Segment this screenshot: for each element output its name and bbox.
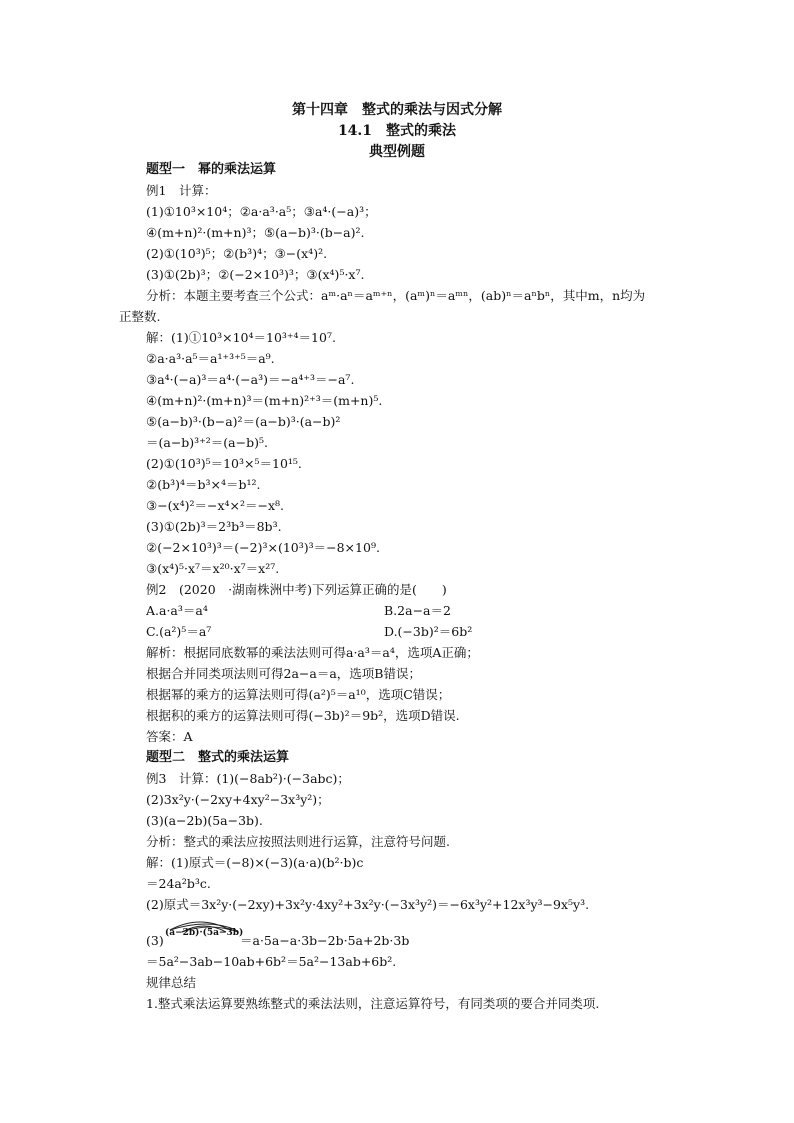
solution-line: 解：(1)①10³×10⁴＝10³⁺⁴＝10⁷. xyxy=(146,330,336,345)
final-result: ＝5a²−3ab−10ab+6b²＝5a²−13ab+6b². xyxy=(146,954,397,969)
analysis-line-2: 正整数. xyxy=(119,309,161,324)
example-1-label: 例1 计算： xyxy=(146,183,217,198)
explanation-line: 根据合并同类项法则可得2a−a＝a，选项B错误； xyxy=(146,666,421,681)
option-c: C.(a²)⁵＝a⁷ xyxy=(146,624,212,639)
solution-3-line: (2)原式＝3x²y·(−2xy)+3x²y·4xy²+3x²y·(−3x³y²)＝−6x³y²+12x³y³−9x⁵y³. xyxy=(146,897,590,912)
section-title: 14.1 整式的乘法 xyxy=(337,123,457,139)
option-d: D.(−3b)²＝6b² xyxy=(384,624,473,639)
option-b: B.2a−a＝2 xyxy=(384,603,451,618)
example-3-question: 例3 计算：(1)(−8ab²)·(−3abc)； xyxy=(146,771,350,786)
solution-line: (2)①(10³)⁵＝10³×⁵＝10¹⁵. xyxy=(146,456,302,471)
heading-type-2: 题型二 整式的乘法运算 xyxy=(146,750,290,765)
example-3-part-3: (3)(a−2b)(5a−3b). xyxy=(146,813,263,828)
example-2-question: 例2 (2020 ·湖南株洲中考)下列运算正确的是( ) xyxy=(146,582,447,597)
example-1-part-1a: (1)①10³×10⁴；②a·a³·a⁵；③a⁴·(−a)³； xyxy=(146,204,377,219)
example-3-part-2: (2)3x²y·(−2xy+4xy²−3x³y²)； xyxy=(146,792,330,807)
solution-3-line: 解：(1)原式＝(−8)×(−3)(a·a)(b²·b)c xyxy=(146,855,364,870)
solution-line: ＝(a−b)³⁺²＝(a−b)⁵. xyxy=(146,435,268,450)
example-1-part-1b: ④(m+n)²·(m+n)³；⑤(a−b)³·(b−a)². xyxy=(146,225,365,240)
solution-line: ③a⁴·(−a)³＝a⁴·(−a³)＝−a⁴⁺³＝−a⁷. xyxy=(146,372,355,387)
option-a: A.a·a³＝a⁴ xyxy=(146,603,208,618)
chapter-title: 第十四章 整式的乘法与因式分解 xyxy=(292,102,502,118)
solution-line: ④(m+n)²·(m+n)³＝(m+n)²⁺³＝(m+n)⁵. xyxy=(146,393,383,408)
factor-expression: (a−2b)·(5a−3b) xyxy=(165,928,244,938)
solution-line: ②(−2×10³)³＝(−2)³×(10³)³＝−8×10⁹. xyxy=(146,540,380,555)
solution-line: ③−(x⁴)²＝−x⁴×²＝−x⁸. xyxy=(146,498,285,513)
subtitle: 典型例题 xyxy=(369,144,425,160)
solution-line: (3)①(2b)³＝2³b³＝8b³. xyxy=(146,519,282,534)
explanation-line: 根据积的乘方的运算法则可得(−3b)²＝9b²，选项D错误. xyxy=(146,708,460,723)
explanation-line: 根据幂的乘方的运算法则可得(a²)⁵＝a¹⁰，选项C错误； xyxy=(146,687,451,702)
explanation-line: 解析：根据同底数幂的乘法法则可得a·a³＝a⁴，选项A正确； xyxy=(146,645,479,660)
expanded-expression: ＝a·5a−a·3b−2b·5a+2b·3b xyxy=(240,933,410,948)
solution-3-line: ＝24a²b³c. xyxy=(146,876,211,891)
analysis-3: 分析：整式的乘法应按照法则进行运算，注意符号问题. xyxy=(146,834,450,849)
example-1-part-2: (2)①(10³)⁵；②(b³)⁴；③−(x⁴)². xyxy=(146,246,328,261)
part-3-label: (3) xyxy=(146,933,164,948)
example-1-part-3: (3)①(2b)³；②(−2×10³)³；③(x⁴)⁵·x⁷. xyxy=(146,267,365,282)
analysis-line-1: 分析：本题主要考查三个公式：aᵐ·aⁿ＝aᵐ⁺ⁿ，(aᵐ)ⁿ＝aᵐⁿ，(ab)ⁿ＝aⁿbⁿ，其中m，n均为 xyxy=(146,288,646,303)
solution-line: ②(b³)⁴＝b³×⁴＝b¹². xyxy=(146,477,261,492)
solution-line: ②a·a³·a⁵＝a¹⁺³⁺⁵＝a⁹. xyxy=(146,351,275,366)
solution-line: ③(x⁴)⁵·x⁷＝x²⁰·x⁷＝x²⁷. xyxy=(146,561,280,576)
answer-line: 答案：A xyxy=(146,729,193,744)
solution-line: ⑤(a−b)³·(b−a)²＝(a−b)³·(a−b)² xyxy=(146,414,341,429)
heading-type-1: 题型一 幂的乘法运算 xyxy=(146,162,277,177)
summary-heading: 规律总结 xyxy=(146,975,197,990)
summary-point-1: 1.整式乘法运算要熟练整式的乘法法则，注意运算符号，有同类项的要合并同类项. xyxy=(146,996,600,1011)
